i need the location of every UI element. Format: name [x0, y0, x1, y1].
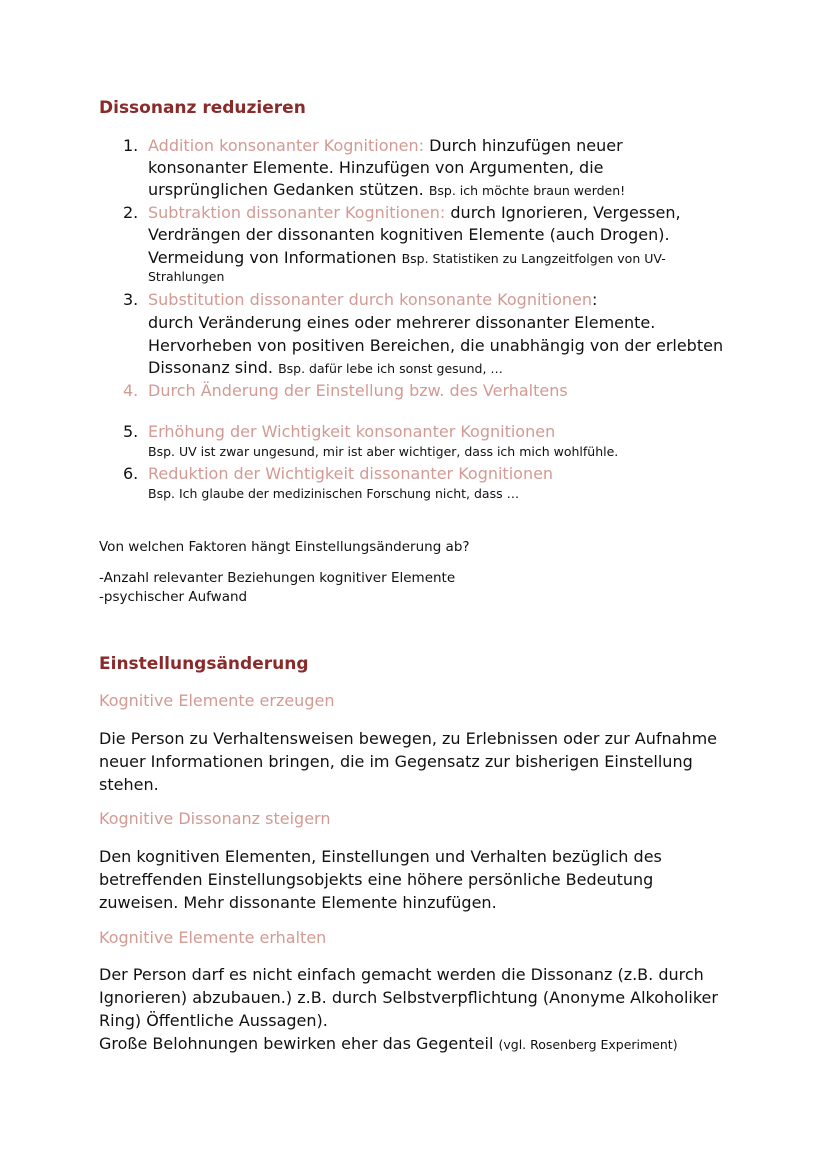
item-title: Substitution dissonanter durch konsonante Kognitionen: [148, 290, 593, 309]
paragraph-line: Die Person zu Verhaltensweisen bewegen, zu Erlebnissen oder zur Aufnahme: [99, 729, 717, 748]
list-item-line: Verdrängen der dissonanten kognitiven Elemente (auch Drogen).: [148, 225, 670, 244]
list-item-line: durch Veränderung eines oder mehrerer dissonanter Elemente.: [148, 313, 656, 332]
item-text: Durch hinzufügen neuer: [429, 136, 623, 155]
paragraph-line: Ignorieren) abzubauen.) z.B. durch Selbstverpflichtung (Anonyme Alkoholiker: [99, 988, 718, 1007]
section-title-dissonanz: Dissonanz reduzieren: [99, 98, 306, 118]
list-item-line: Hervorheben von positiven Bereichen, die unabhängig von der erlebten: [148, 336, 724, 355]
item-title: Addition konsonanter Kognitionen:: [148, 136, 425, 155]
question-text: Von welchen Faktoren hängt Einstellungsänderung ab?: [99, 539, 470, 555]
paragraph-line: neuer Informationen bringen, die im Gegensatz zur bisherigen Einstellung: [99, 752, 693, 771]
item-text: durch Ignorieren, Vergessen,: [450, 203, 681, 222]
item-text: Dissonanz sind.: [148, 358, 273, 377]
item-text: ursprünglichen Gedanken stützen.: [148, 180, 424, 199]
list-number: 2.: [123, 203, 139, 222]
item-text: Vermeidung von Informationen: [148, 248, 397, 267]
list-number: 1.: [123, 136, 139, 155]
item-example: Bsp. dafür lebe ich sonst gesund, …: [278, 361, 503, 376]
factor-item: -psychischer Aufwand: [99, 589, 248, 605]
item-example: Bsp. Statistiken zu Langzeitfolgen von UV-: [401, 251, 666, 266]
list-number: 3.: [123, 290, 139, 309]
item-example-cont: Strahlungen: [148, 269, 225, 284]
subheading: Kognitive Elemente erzeugen: [99, 691, 335, 710]
list-item-line: [148, 247, 666, 270]
list-item-line: konsonanter Elemente. Hinzufügen von Argumenten, die: [148, 158, 604, 177]
paragraph-note: (vgl. Rosenberg Experiment): [498, 1037, 678, 1052]
paragraph-line: Ring) Öffentliche Aussagen).: [99, 1011, 328, 1030]
item-example: Bsp. Ich glaube der medizinischen Forschung nicht, dass …: [148, 486, 520, 501]
list-item-line: [148, 289, 597, 311]
factor-item: -Anzahl relevanter Beziehungen kognitiver Elemente: [99, 570, 456, 586]
paragraph-line: [99, 1032, 678, 1056]
paragraph-line: Der Person darf es nicht einfach gemacht werden die Dissonanz (z.B. durch: [99, 965, 704, 984]
list-number: 4.: [123, 381, 139, 400]
paragraph-text: Große Belohnungen bewirken eher das Gegenteil: [99, 1034, 494, 1053]
section-title-einstellungsaenderung: Einstellungsänderung: [99, 654, 309, 674]
list-item-line: [148, 357, 503, 380]
paragraph-line: stehen.: [99, 775, 159, 794]
paragraph-line: betreffenden Einstellungsobjekts eine höhere persönliche Bedeutung: [99, 870, 654, 889]
item-example: Bsp. UV ist zwar ungesund, mir ist aber wichtiger, dass ich mich wohlfühle.: [148, 444, 619, 459]
item-title: Reduktion der Wichtigkeit dissonanter Kognitionen: [148, 464, 554, 483]
item-title: Erhöhung der Wichtigkeit konsonanter Kognitionen: [148, 422, 556, 441]
list-number: 5.: [123, 422, 139, 441]
list-item-line: [148, 179, 625, 202]
paragraph-line: zuweisen. Mehr dissonante Elemente hinzufügen.: [99, 893, 497, 912]
subheading: Kognitive Dissonanz steigern: [99, 809, 331, 828]
paragraph-line: Den kognitiven Elementen, Einstellungen und Verhalten bezüglich des: [99, 847, 662, 866]
item-title: Subtraktion dissonanter Kognitionen:: [148, 203, 446, 222]
item-example: Bsp. ich möchte braun werden!: [428, 183, 626, 198]
list-number: 6.: [123, 464, 139, 483]
list-item-line: [148, 135, 623, 157]
item-colon: :: [592, 290, 598, 309]
list-item-line: [148, 202, 681, 224]
item-title: Durch Änderung der Einstellung bzw. des Verhaltens: [148, 381, 568, 400]
subheading: Kognitive Elemente erhalten: [99, 928, 327, 947]
